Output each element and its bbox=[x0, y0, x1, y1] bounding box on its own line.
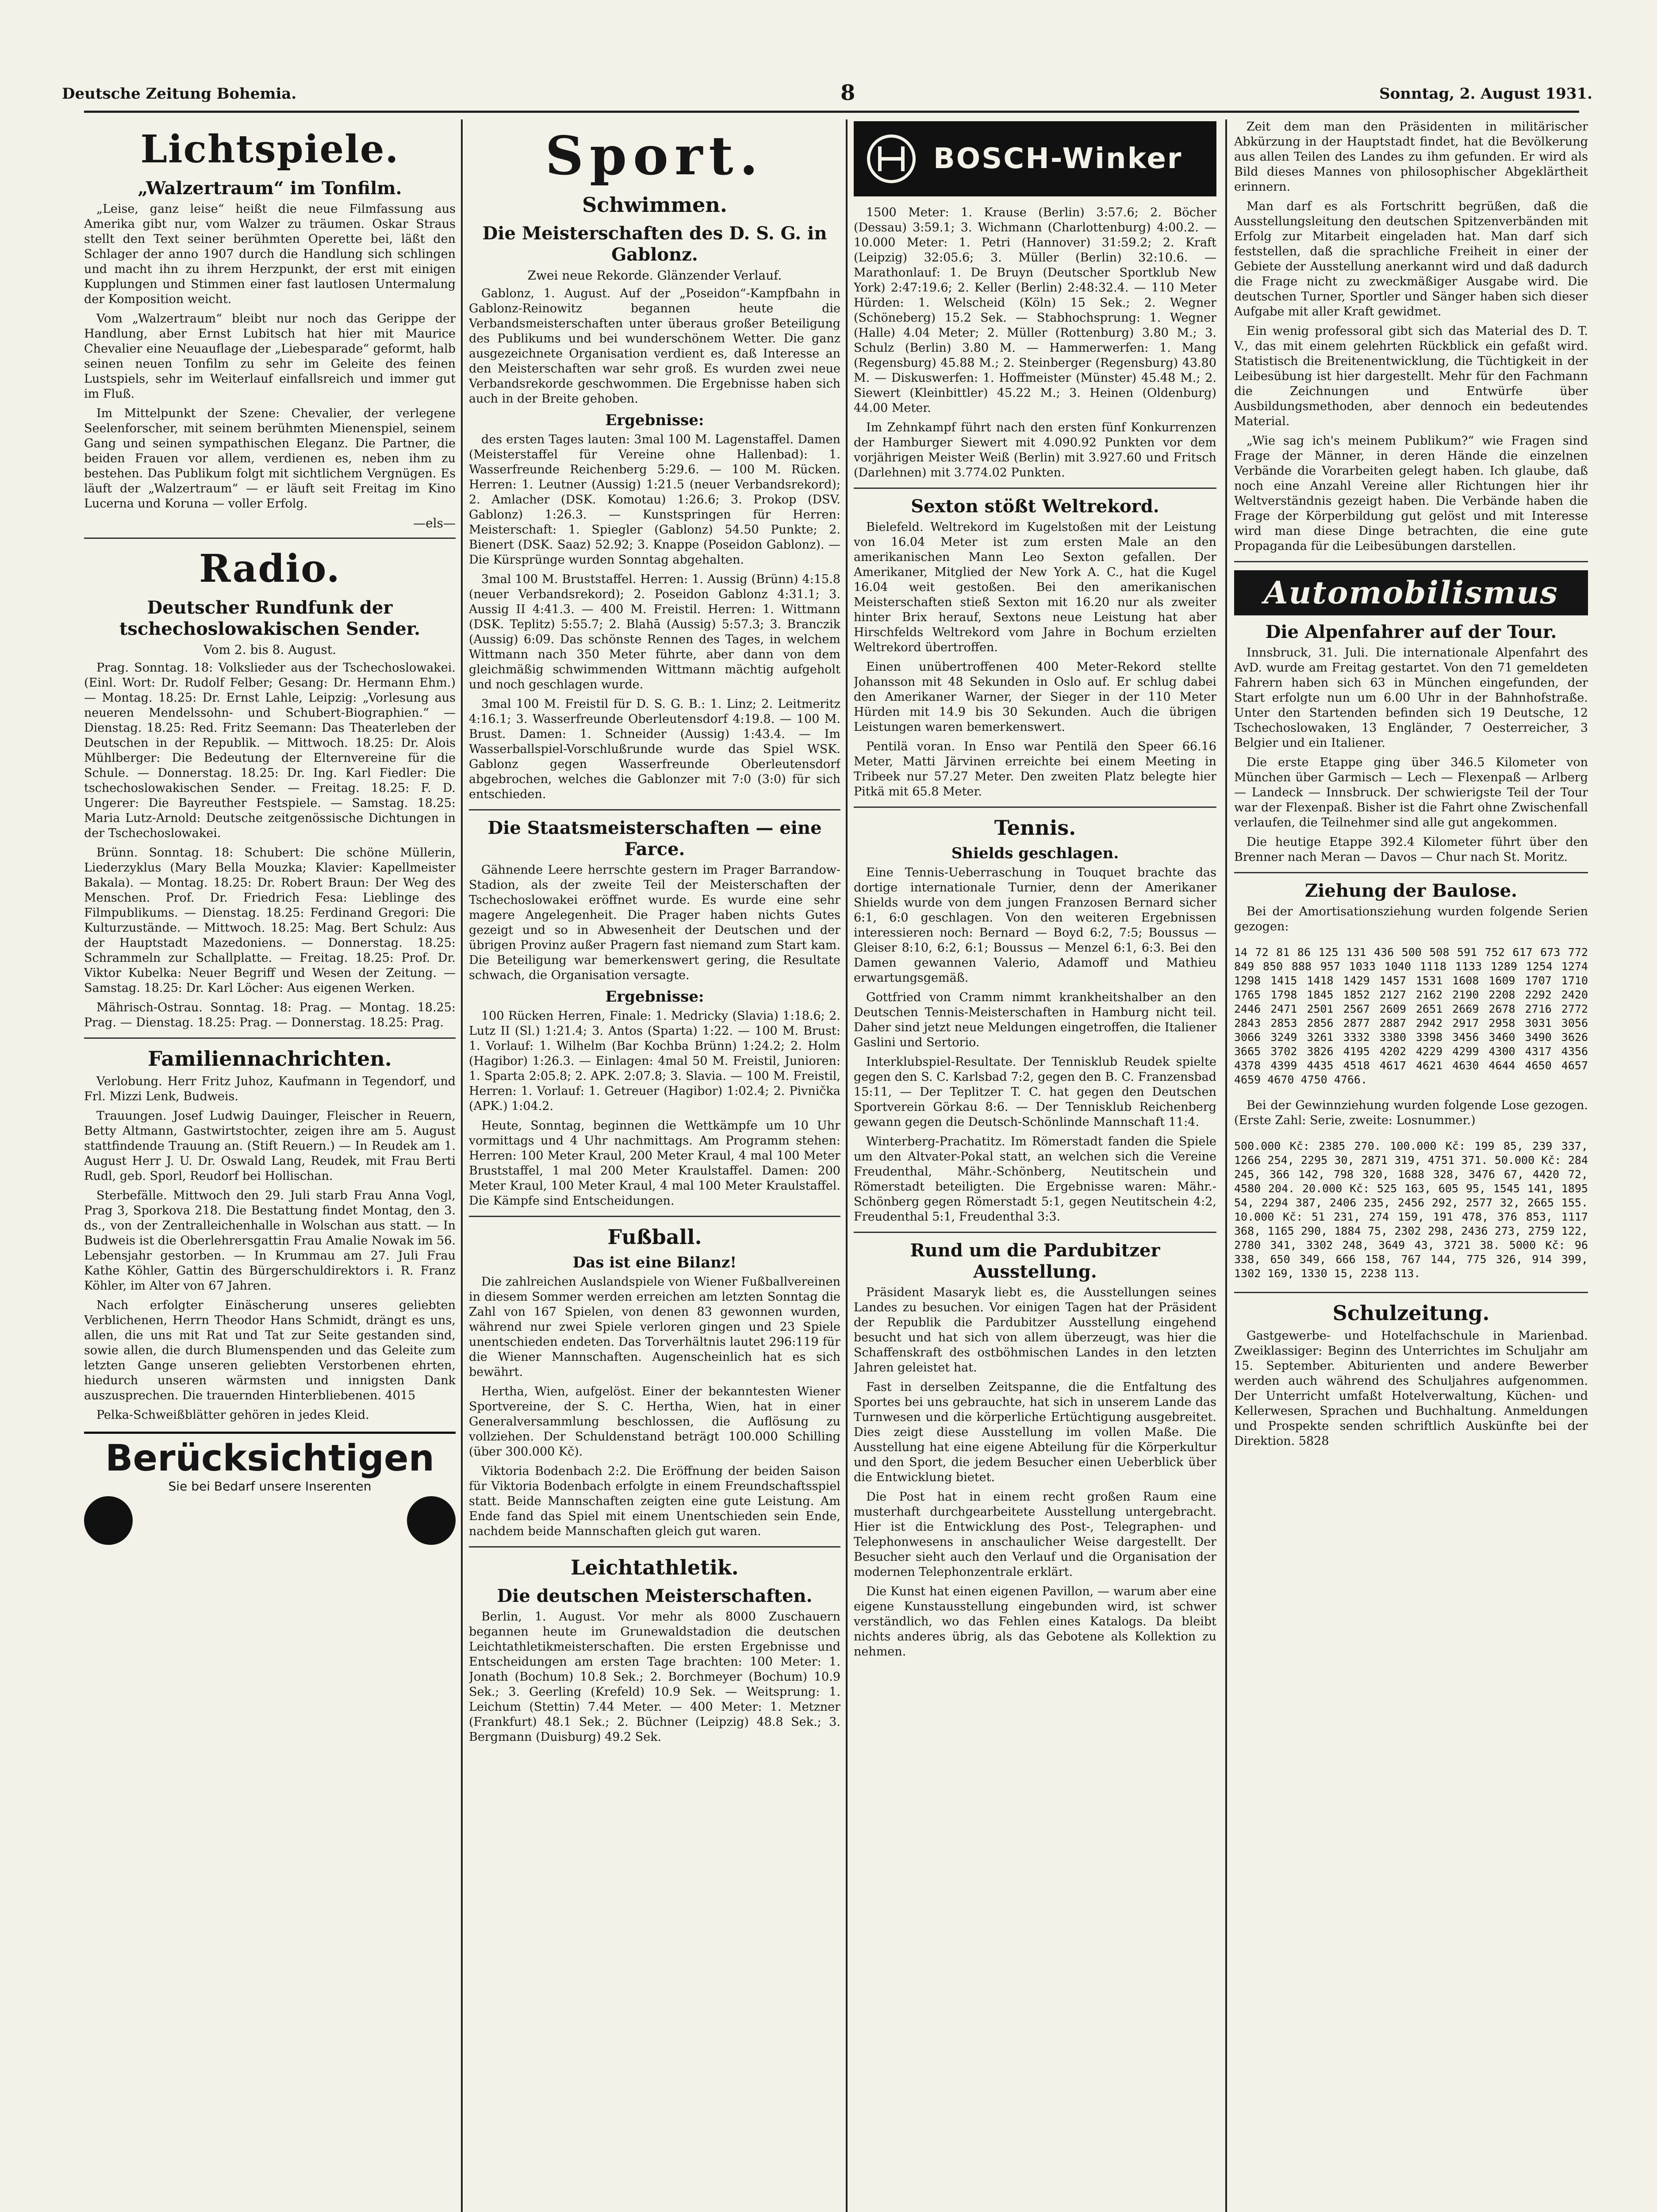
divider bbox=[469, 1546, 840, 1548]
article-headline: Rund um die Pardubitzer Ausstellung. bbox=[910, 1240, 1160, 1282]
section-title-kino: Lichtspiele. bbox=[140, 127, 399, 172]
article-text: Pentilä voran. In Enso war Pentilä den Speer 66.16 Meter, Matti Järvinen erreichte bei einem Meeting in Tribeek nur 57.27 Meter. Den zweiten Platz belegte hier Pitkä mit 65.8 Meter. bbox=[854, 740, 1216, 799]
article-text: Die Kunst hat einen eigenen Pavillon, — warum aber eine eigene Kunstausstellung eingebunden wird, ist schwer verständlich, wo das Fehlen eines Katalogs. Da bleibt nichts anderes übrig, als das Gebotene als Kollektion zu nehmen. bbox=[854, 1585, 1216, 1659]
results-heading: Ergebnisse: bbox=[605, 411, 704, 429]
article-text: Innsbruck, 31. Juli. Die internationale Alpenfahrt des AvD. wurde am Freitag gestartet. Von den 71 gemeldeten Fahrern haben sich 63 in München eingefunden, der Start erfolgte nun um 6.00 Uhr in der Bahnhofstraße. Unter den Startenden befinden sich 19 Deutsche, 12 Tschechoslowaken, 13 Engländer, 7 Oesterreicher, 3 Belgier und ein Italiener. bbox=[1234, 646, 1588, 750]
article-text: Bielefeld. Weltrekord im Kugelstoßen mit der Leistung von 16.04 Meter ist zum ersten Male an den amerikanischen Mann Leo Sexton gefallen. Der Amerikaner, Mitglied der New York A. C., hat die Kugel 16.04 weit gestoßen. Bei den amerikanischen Meisterschaften stieß Sexton mit 16.20 nur als zweiter hinter Brix herauf, Sextons neue Leistung hat aber Hirschfelds Weltrekord vom Jahre in Bochum erzielten Weltrekord übertroffen. bbox=[854, 520, 1216, 654]
section-title-automobilismus: Automobilismus bbox=[1234, 570, 1588, 615]
article-text: Im Mittelpunkt der Szene: Chevalier, der verlegene Seelenforscher, mit seinem berühmten Mienenspiel, seinem Gang und seinen sympathischen Eleganz. Die Partner, die beiden Frauen vor allem, verdienen es, neben ihm zu bestehen. Das Publikum folgt mit sichtlichem Vergnügen. Es läuft der „Walzertraum“ — er läuft seit Freitag im Kino Lucerna und Koruna — voller Erfolg. bbox=[84, 407, 456, 511]
section-title-family: Familiennachrichten. bbox=[148, 1047, 392, 1071]
ad-dot bbox=[407, 1496, 456, 1545]
article-headline: Die Alpenfahrer auf der Tour. bbox=[1265, 622, 1557, 642]
article-text: Die Post hat in einem recht großen Raum eine musterhaft durchgearbeitete Ausstellung untergebracht. Hier ist die Entwicklung des Post-, Telegraphen- und Telephonwesens in anschaulicher Weise dargestellt. Der Besucher sieht auch den Verlauf und die Organisation der modernen Telephonzentrale erklärt. bbox=[854, 1490, 1216, 1579]
ad-dot bbox=[84, 1496, 133, 1545]
divider bbox=[1234, 872, 1588, 873]
article-headline: „Walzertraum“ im Tonfilm. bbox=[138, 178, 402, 199]
bosch-logo-icon bbox=[867, 134, 916, 183]
divider bbox=[854, 806, 1216, 808]
article-headline: Ziehung der Baulose. bbox=[1305, 880, 1517, 901]
article-text: „Wie sag ich's meinem Publikum?“ wie Fragen sind Frage der Männer, in deren Hände die einzelnen Verbände die Vorarbeiten gelegt haben. Ich glaube, daß noch eine Anzahl Vereine aller Richtungen hier ihr Weltverständnis gezeigt haben. Die Verbände haben die Frage der Körperbildung gut gelöst und mit Interesse wird man diese Dinge betrachten, die eine gute Propaganda für die Leibesübungen darstellen. bbox=[1234, 434, 1588, 553]
section-title-athletics: Leichtathletik. bbox=[571, 1555, 739, 1579]
divider bbox=[1234, 561, 1588, 562]
section-title-swimming: Schwimmen. bbox=[582, 193, 727, 217]
article-text: Im Zehnkampf führt nach den ersten fünf Konkurrenzen der Hamburger Siewert mit 4.090.92 Punkten vor dem vorjährigen Meister Weiß (Berlin) mit 3.927.60 und Fritsch (Darlehnen) mit 3.774.02 Punkten. bbox=[854, 421, 1216, 480]
article-text: Viktoria Bodenbach 2:2. Die Eröffnung der beiden Saison für Viktoria Bodenbach erfolgte in einem Freundschaftsspiel statt. Beide Mannschaften zeigten eine gute Leistung. Am Ende fand das Spiel mit einem Unentschieden sein Ende, nachdem beide Mannschaften gleich gut waren. bbox=[469, 1464, 840, 1538]
article-headline: Das ist eine Bilanz! bbox=[572, 1254, 737, 1271]
article-headline: Shields geschlagen. bbox=[951, 845, 1119, 862]
article-text: Die erste Etappe ging über 346.5 Kilometer von München über Garmisch — Lech — Flexenpaß — Arlberg — Landeck — Innsbruck. Der schwierigste Teil der Tour war der Flexenpaß. Bisher ist die Fahrt ohne Zwischenfall verlaufen, die Teilnehmer sind alle gut angekommen. bbox=[1234, 756, 1588, 830]
article-text: Die heutige Etappe 392.4 Kilometer führt über den Brenner nach Meran — Davos — Chur nach St. Moritz. bbox=[1234, 835, 1588, 864]
page-number: 8 bbox=[840, 81, 855, 105]
bosch-ad-text: BOSCH-Winker bbox=[933, 142, 1183, 175]
divider bbox=[469, 1216, 840, 1217]
article-text: Gastgewerbe- und Hotelfachschule in Marienbad. Zweiklassiger: Beginn des Unterrichtes im Schuljahr am 15. September. Abiturienten und andere Bewerber werden auch während des Schuljahres aufgenommen. Der Unterricht umfaßt Hotelverwaltung, Küchen- und Kellerwesen, Sprachen und Buchhaltung. Anmeldungen und Prospekte senden schriftlich Auskünfte bei der Direktion. 5828 bbox=[1234, 1329, 1588, 1448]
article-text: Sterbefälle. Mittwoch den 29. Juli starb Frau Anna Vogl, Prag 3, Sporkova 218. Die Bestattung findet Montag, den 3. ds., von der Zentralleichenhalle in Wolschan aus statt. — In Budweis ist die Oberlehrersgattin Frau Amalie Nowak im 56. Lebensjahr gestorben. — In Krummau am 27. Juli Frau Kathe Köhler, Gattin des Bürgerschuldirektors i. R. Franz Köhler, im Alter von 67 Jahren. bbox=[84, 1189, 456, 1293]
article-text: Einen unübertroffenen 400 Meter-Rekord stellte Johansson mit 48 Sekunden in Oslo auf. Er schlug dabei den Amerikaner Warner, der Sieger in der 110 Meter Hürden mit 14.9 bis 30 Sekunden. Auch die übrigen Leistungen waren bemerkenswert. bbox=[854, 660, 1216, 734]
article-text: Berlin, 1. August. Vor mehr als 8000 Zuschauern begannen heute im Grunewaldstadion die deutschen Leichtathletikmeisterschaften. Die ersten Ergebnisse und Entscheidungen am ersten Tage brachten: 100 Meter: 1. Jonath (Bochum) 10.8 Sek.; 2. Borchmeyer (Bochum) 10.9 Sek.; 3. Geerling (Krefeld) 10.9 Sek. — Weitsprung: 1. Leichum (Stettin) 7.44 Meter. — 400 Meter: 1. Metzner (Frankfurt) 48.1 Sek.; 2. Büchner (Leipzig) 48.8 Sek.; 3. Bergmann (Duisburg) 49.2 Sek. bbox=[469, 1610, 840, 1744]
article-text: Gablonz, 1. August. Auf der „Poseidon“-Kampfbahn in Gablonz-Reinowitz begannen heute die Verbandsmeisterschaften unter überaus großer Beteiligung des Publikums und bei wunderschönem Wetter. Die ganz ausgezeichnete Organisation verdient es, daß Interesse an den Meisterschaften war sehr groß. Es wurden zwei neue Verbandsrekorde geschwommen. Die Ergebnisse haben sich auch in der Breite gehoben. bbox=[469, 287, 840, 406]
article-text: Präsident Masaryk liebt es, die Ausstellungen seines Landes zu besuchen. Vor einigen Tagen hat der Präsident der Republik die Pardubitzer Ausstellung eingehend besucht und hat sich von allem überzeugt, was hier die Schaffenskraft des ostböhmischen Landes in den letzten Jahren geleistet hat. bbox=[854, 1286, 1216, 1375]
article-text: Verlobung. Herr Fritz Juhoz, Kaufmann in Tegendorf, und Frl. Mizzi Lenk, Budweis. bbox=[84, 1075, 456, 1103]
lottery-winners-list: 500.000 Kč: 2385 270. 100.000 Kč: 199 85, 239 337, 1266 254, 2295 30, 2871 319, 4751 371. 50.000 Kč: 284 245, 366 142, 798 320, 1688 328, 3476 67, 4420 72, 4580 204. 20.000 Kč: 525 163, 605 95, 1545 141, 1895 54, 2294 387, 2406 235, 2456 292, 2577 32, 2665 155. 10.000 Kč: 51 231, 274 159, 191 478, 376 853, 1117 368, 1165 290, 1884 75, 2302 298, 2436 273, 2759 122, 2780 341, 3302 248, 3649 43, 3721 38. 5000 Kč: 96 338, 650 349, 666 158, 767 144, 775 326, 914 399, 1302 169, 1330 15, 2238 113. bbox=[1234, 1140, 1588, 1280]
article-text: 100 Rücken Herren, Finale: 1. Medricky (Slavia) 1:18.6; 2. Lutz II (Sl.) 1:21.4; 3. Antos (Sparta) 1:22. — 100 M. Brust: 1. Vorlauf: 1. Wilhelm (Bar Kochba Brünn) 1:24.2; 2. Holm (Hagibor) 1:26.3. — Einlagen: 4mal 50 M. Freistil, Junioren: 1. Sparta 2:05.8; 2. APK. 2:07.8; 3. Slavia. — 100 M. Freistil, Herren: 1. Vorlauf: 1. Getreuer (Hagibor) 1:02.4; 2. Pivnička (APK.) 1:04.2. bbox=[469, 1009, 840, 1113]
column-3 bbox=[854, 119, 1216, 2212]
divider bbox=[84, 1037, 456, 1039]
divider bbox=[854, 488, 1216, 489]
article-headline: Die Meisterschaften des D. S. G. in Gablonz. bbox=[482, 223, 827, 265]
section-title-tennis: Tennis. bbox=[994, 816, 1076, 840]
article-text: Trauungen. Josef Ludwig Dauinger, Fleischer in Reuern, Betty Altmann, Gastwirtstochter, zeigen ihre am 5. August stattfindende Trauung an. (Stift Reuern.) — In Reudek am 1. August Herr J. U. Dr. Oswald Lang, Reudek, mit Frau Berti Rudl, geb. Sporl, Reudorf bei Hollischan. bbox=[84, 1109, 456, 1183]
article-text: 1500 Meter: 1. Krause (Berlin) 3:57.6; 2. Böcher (Dessau) 3:59.1; 3. Wichmann (Charlottenburg) 4:00.2. — 10.000 Meter: 1. Petri (Hannover) 31:59.2; 2. Kraft (Leipzig) 32:05.6; 3. Müller (Berlin) 32:10.6. — Marathonlauf: 1. De Bruyn (Deutscher Sportklub New York) 2:47:19.6; 2. Keller (Berlin) 2:48:32.4. — 110 Meter Hürden: 1. Welscheid (Köln) 15 Sek.; 2. Wegner (Schöneberg) 15.2 Sek. — Stabhochsprung: 1. Wegner (Halle) 4.04 Meter; 2. Müller (Rottenburg) 3.80 M.; 3. Schulz (Berlin) 3.80 M. — Hammerwerfen: 1. Mang (Regensburg) 45.88 M.; 2. Steinberger (Regensburg) 43.80 M. — Diskuswerfen: 1. Hoffmeister (Münster) 45.48 M.; 2. Siewert (Kleinbittler) 45.22 M.; 3. Heinen (Oldenburg) 44.00 Meter. bbox=[854, 206, 1216, 415]
ad-tagline: Sie bei Bedarf unsere Inserenten bbox=[168, 1479, 372, 1494]
date-range: Vom 2. bis 8. August. bbox=[203, 642, 337, 657]
article-text: 3mal 100 M. Freistil für D. S. G. B.: 1. Linz; 2. Leitmeritz 4:16.1; 3. Wasserfreunde Oberleutensdorf 4:19.8. — 100 M. Brust. Damen: 1. Schneider (Aussig) 1:43.4. — Im Wasserballspiel-Vorschlußrunde wurde das Spiel WSK. Gablonz gegen Wasserfreunde Oberleutensdorf abgebrochen, welches die Gablonzer mit 7:0 (3:0) für sich entschieden. bbox=[469, 697, 840, 801]
article-text: Fast in derselben Zeitspanne, die die Entfaltung des Sportes bei uns gebrauchte, hat sich in unserem Lande das Turnwesen und die körperliche Ertüchtigung ausgebreitet. Dies zeigt diese Ausstellung im vollen Maße. Die Ausstellung hat eine eigene Abteilung für die Körperkultur und den Sport, die jedem Besucher einen Ueberblick über die Entwicklung bietet. bbox=[854, 1380, 1216, 1484]
ad-headline: Berücksichtigen bbox=[105, 1437, 434, 1479]
article-text: Vom „Walzertraum“ bleibt nur noch das Gerippe der Handlung, aber Ernst Lubitsch hat hier mit Maurice Chevalier eine Neuauflage der „Liebesparade“ geformt, halb seinen neuen Tonfilm zu sehr im Geleite des feinen Lustspiels, sehr im Weiterlauf einfallsreich und immer gut im Fluß. bbox=[84, 312, 456, 401]
article-text: Bei der Amortisationsziehung wurden folgende Serien gezogen: bbox=[1234, 905, 1588, 933]
article-headline: Die Staatsmeisterschaften — eine Farce. bbox=[487, 818, 822, 860]
divider bbox=[469, 809, 840, 810]
author-sign: —els— bbox=[413, 516, 456, 530]
article-text: Winterberg-Prachatitz. Im Römerstadt fanden die Spiele um den Altvater-Pokal statt, an welchen sich die Vereine Freudenthal, Mähr.-Schönberg, Neutitschein und Römerstadt beteiligten. Die Ergebnisse waren: Mähr.-Schönberg gegen Römerstadt 5:1, gegen Neutitschein 4:2, Freudenthal 5:1, Freudenthal 3:3. bbox=[854, 1135, 1216, 1224]
article-subheadline: Zwei neue Rekorde. Glänzender Verlauf. bbox=[527, 268, 782, 283]
radio-program-ostrau: Mährisch-Ostrau. Sonntag. 18: Prag. — Montag. 18.25: Prag. — Dienstag. 18.25: Prag. — Donnerstag. 18.25: Prag. bbox=[84, 1001, 456, 1029]
divider bbox=[84, 538, 456, 539]
issue-date: Sonntag, 2. August 1931. bbox=[1379, 85, 1592, 103]
column-4 bbox=[1234, 119, 1588, 2212]
section-title-football: Fußball. bbox=[607, 1225, 702, 1249]
column-1 bbox=[84, 119, 456, 2212]
advertisement bbox=[84, 1432, 456, 1545]
column-divider bbox=[846, 119, 848, 2212]
article-text: Pelka-Schweißblätter gehören in jedes Kleid. bbox=[96, 1408, 369, 1422]
article-text: Die zahlreichen Auslandspiele von Wiener Fußballvereinen in diesem Sommer werden erreichen am letzten Sonntag die Zahl von 167 Spielen, von denen 83 gewonnen wurden, während nur zwei Spiele verloren gingen und 23 Spiele unentschieden endeten. Das Torverhältnis lautet 296:119 für die Wiener Mannschaften. Augenscheinlich hat es sich bewährt. bbox=[469, 1275, 840, 1379]
section-title-radio: Radio. bbox=[199, 546, 341, 591]
article-text: Zeit dem man den Präsidenten in militärischer Abkürzung in der Hauptstadt findet, hat die Bevölkerung aus allen Teilen des Landes zu ihm gefunden. Er wird als Bild dieses Mannes von philosophischer Abgeklärtheit erinnern. bbox=[1234, 120, 1588, 194]
article-text: „Leise, ganz leise“ heißt die neue Filmfassung aus Amerika gibt nur, vom Walzer zu träumen. Oskar Straus stellt den Text seiner berühmten Operette bei, läßt den Schlager der anno 1907 durch die Handlung sich schlingen und macht ihn zu ihrem Herzpunkt, der erst mit einigen Kupplungen und Stimmen einer fast lautlosen Untermalung der Komposition weicht. bbox=[84, 202, 456, 306]
divider bbox=[1234, 1292, 1588, 1293]
article-headline: Sexton stößt Weltrekord. bbox=[911, 496, 1159, 517]
column-2 bbox=[469, 119, 840, 2212]
lottery-series-list: 14 72 81 86 125 131 436 500 508 591 752 617 673 772 849 850 888 957 1033 1040 1118 1133 1289 1254 1274 1298 1415 1418 1429 1457 1531 1608 1609 1707 1710 1765 1798 1845 1852 2127 2162 2190 2208 2292 2420 2446 2471 2501 2567 2609 2651 2669 2678 2716 2772 2843 2853 2856 2877 2887 2942 2917 2958 3031 3056 3066 3249 3261 3332 3380 3398 3456 3460 3490 3626 3665 3702 3826 4195 4202 4229 4299 4300 4317 4356 4378 4399 4435 4518 4617 4621 4630 4644 4650 4657 4659 4670 4750 4766. bbox=[1234, 946, 1588, 1086]
divider bbox=[854, 1232, 1216, 1233]
article-text: 3mal 100 M. Bruststaffel. Herren: 1. Aussig (Brünn) 4:15.8 (neuer Verbandsrekord); 2. Poseidon Gablonz 4:31.1; 3. Aussig II 4:41.3. — 400 M. Freistil. Herren: 1. Wittmann (DSK. Teplitz) 5:55.7; 2. Blahā (Aussig) 5:57.3; 3. Branczik (Aussig) 6:09. Das schönste Rennen des Tages, in welchem Wittmann nach 350 Meter führte, aber dann von dem gleichmäßig schwimmenden Wittmann mächtig aufgeholt und noch geschlagen wurde. bbox=[469, 572, 840, 691]
article-text: Nach erfolgter Einäscherung unseres geliebten Verblichenen, Herrn Theodor Hans Schmidt, drängt es uns, allen, die uns mit Rat und Tat zur Seite gestanden sind, sowie allen, die durch Blumenspenden und das Geleite zum letzten Gange unseren geliebten Verstorbenen ehrten, hiedurch unseren wärmsten und innigsten Dank auszusprechen. Die trauernden Hinterbliebenen. 4015 bbox=[84, 1298, 456, 1402]
results-heading: Ergebnisse: bbox=[605, 988, 704, 1006]
article-headline: Die deutschen Meisterschaften. bbox=[497, 1586, 813, 1606]
article-text: Hertha, Wien, aufgelöst. Einer der bekanntesten Wiener Sportvereine, der S. C. Hertha, Wien, hat in einer Generalversammlung beschlossen, die Auflösung zu vollziehen. Der Schuldenstand beträgt 100.000 Schilling (über 300.000 Kč). bbox=[469, 1385, 840, 1459]
radio-program-prag: Prag. Sonntag. 18: Volkslieder aus der Tschechoslowakei. (Einl. Wort: Dr. Rudolf Felber; Gesang: Dr. Hermann Ehm.) — Montag. 18.25: Dr. Ernst Lahle, Leipzig: „Vorlesung aus neueren Mendelssohn- und Schubert-Biographien.“ — Dienstag. 18.25: Red. Fritz Seemann: Das Theaterleben der Deutschen in der Republik. — Mittwoch. 18.25: Dr. Alois Mühlberger: Die Bedeutung der Elternvereine für die Schule. — Donnerstag. 18.25: Dr. Ing. Karl Fiedler: Die tschechoslowakischen Sender. — Freitag. 18.25: F. D. Ungerer: Die Bayreuther Festspiele. — Samstag. 18.25: Maria Lutz-Arnold: Deutsche zeitgenössische Dichtungen in der Tschechoslowakei. bbox=[84, 661, 456, 840]
article-text: des ersten Tages lauten: 3mal 100 M. Lagenstaffel. Damen (Meisterstaffel für Vereine ohne Hallenbad): 1. Wasserfreunde Reichenberg 5:29.6. — 100 M. Rücken. Herren: 1. Leutner (Aussig) 1:21.5 (neuer Verbandsrekord); 2. Amlacher (DSK. Komotau) 1:26.6; 3. Prokop (DSV. Gablonz) 1:26.3. — Kunstspringen für Herren: Meisterschaft: 1. Spiegler (Gablonz) 54.50 Punkte; 2. Bienert (DSK. Saaz) 52.92; 3. Knappe (Poseidon Gablonz). — Die Kürsprünge wurden Sonntag abgehalten. bbox=[469, 433, 840, 567]
column-divider bbox=[461, 119, 463, 2212]
article-text: Ein wenig professoral gibt sich das Material des D. T. V., das mit einem gelehrten Rückblick ein gefaßt wird. Statistisch die Breitenentwicklung, die Tüchtigkeit in der Leibesübung ist hier dargestellt. Mehr für den Fachmann die Zeichnungen und Entwürfe über Ausbildungsmethoden, aber dennoch ein bedeutendes Material. bbox=[1234, 324, 1588, 428]
paper-name: Deutsche Zeitung Bohemia. bbox=[62, 85, 297, 103]
article-text: Gähnende Leere herrschte gestern im Prager Barrandow-Stadion, als der zweite Teil der Meisterschaften der Tschechoslowakei eröffnet wurde. Es wurde eine sehr magere Angelegenheit. Die Prager haben nichts Gutes gezeigt und so in Abwesenheit der Deutschen und der übrigen Provinz außer Pragern fast niemand zum Start kam. Die Beteiligung war bemerkenswert gering, die Resultate schwach, die Organisation versagte. bbox=[469, 863, 840, 982]
article-text: Gottfried von Cramm nimmt krankheitshalber an den Deutschen Tennis-Meisterschaften in Hamburg nicht teil. Daher sind jetzt neue Meldungen eingetroffen, die Italiener Gaslini und Sertorio. bbox=[854, 991, 1216, 1049]
radio-program-bruenn: Brünn. Sonntag. 18: Schubert: Die schöne Müllerin, Liederzyklus (Mary Bella Mouzka; Klavier: Kapellmeister Bakala). — Montag. 18.25: Dr. Robert Braun: Der Weg des Menschen. Prof. Dr. Friedrich Fesa: Lieblinge des Filmpublikums. — Dienstag. 18.25: Ferdinand Gregori: Die Kulturzustände. — Mittwoch. 18.25: Mag. Bert Schulz: Aus der Hauptstadt Mazedoniens. — Donnerstag. 18.25: Schrammeln zur Schallplatte. — Freitag. 18.25: Prof. Dr. Viktor Kubelka: Neuer Begriff und Wesen der Zeitung. — Samstag. 18.25: Dr. Karl Löcher: Aus eigenen Werken. bbox=[84, 846, 456, 995]
ad-decoration bbox=[84, 1496, 456, 1545]
section-title-school: Schulzeitung. bbox=[1332, 1301, 1490, 1325]
article-text: Eine Tennis-Ueberraschung in Touquet brachte das dortige internationale Turnier, denn der Amerikaner Shields wurde von dem jungen Franzosen Bernard sicher 6:1, 6:0 geschlagen. Von den weiteren Ergebnissen interessieren noch: Bernard — Boyd 6:2, 7:5; Boussus — Gleiser 8:10, 6:2, 6:1; Boussus — Menzel 6:1, 6:3. Bei den Damen gewannen Valerio, Adamoff und Mathieu erwartungsgemäß. bbox=[854, 866, 1216, 985]
masthead bbox=[62, 81, 1592, 107]
section-title-sport: Sport. bbox=[545, 125, 764, 187]
bosch-advertisement bbox=[854, 121, 1216, 196]
column-divider bbox=[1225, 119, 1227, 2212]
article-text: Interklubspiel-Resultate. Der Tennisklub Reudek spielte gegen den S. C. Karlsbad 7:2, gegen den B. C. Franzensbad 15:11, — Der Teplitzer T. C. hat gegen den Deutschen Sportverein Görkau 8:6. — Der Tennisklub Reichenberg gewann gegen die Deutsch-Schönlinde Mannschaft 11:4. bbox=[854, 1055, 1216, 1129]
article-text: Man darf es als Fortschritt begrüßen, daß die Ausstellungsleitung den deutschen Spitzenverbänden mit Erfolg zur Mitarbeit eingeladen hat. Man darf sich feststellen, daß die sprachliche Freiheit in einer der Gebiete der Ausstellung anerkannt wird und daß dadurch die Frage nicht zu zweckmäßiger Ausgabe wird. Die deutschen Turner, Sportler und Sänger haben sich dieser Aufgabe mit aller Kraft gewidmet. bbox=[1234, 200, 1588, 319]
article-text: Heute, Sonntag, beginnen die Wettkämpfe um 10 Uhr vormittags und 4 Uhr nachmittags. Am Programm stehen: Herren: 100 Meter Kraul, 200 Meter Kraul, 4 mal 100 Meter Bruststaffel, 1 mal 200 Meter Kraulstaffel. Damen: 200 Meter Kraul, 100 Meter Kraul, 4 mal 100 Meter Kraulstaffel. Die Kämpfe sind Entscheidungen. bbox=[469, 1119, 840, 1208]
article-headline: Deutscher Rundfunk der tschechoslowakischen Sender. bbox=[119, 597, 421, 639]
top-rule bbox=[84, 111, 1579, 113]
article-text: Bei der Gewinnziehung wurden folgende Lose gezogen. (Erste Zahl: Serie, zweite: Losnummer.) bbox=[1234, 1098, 1588, 1127]
